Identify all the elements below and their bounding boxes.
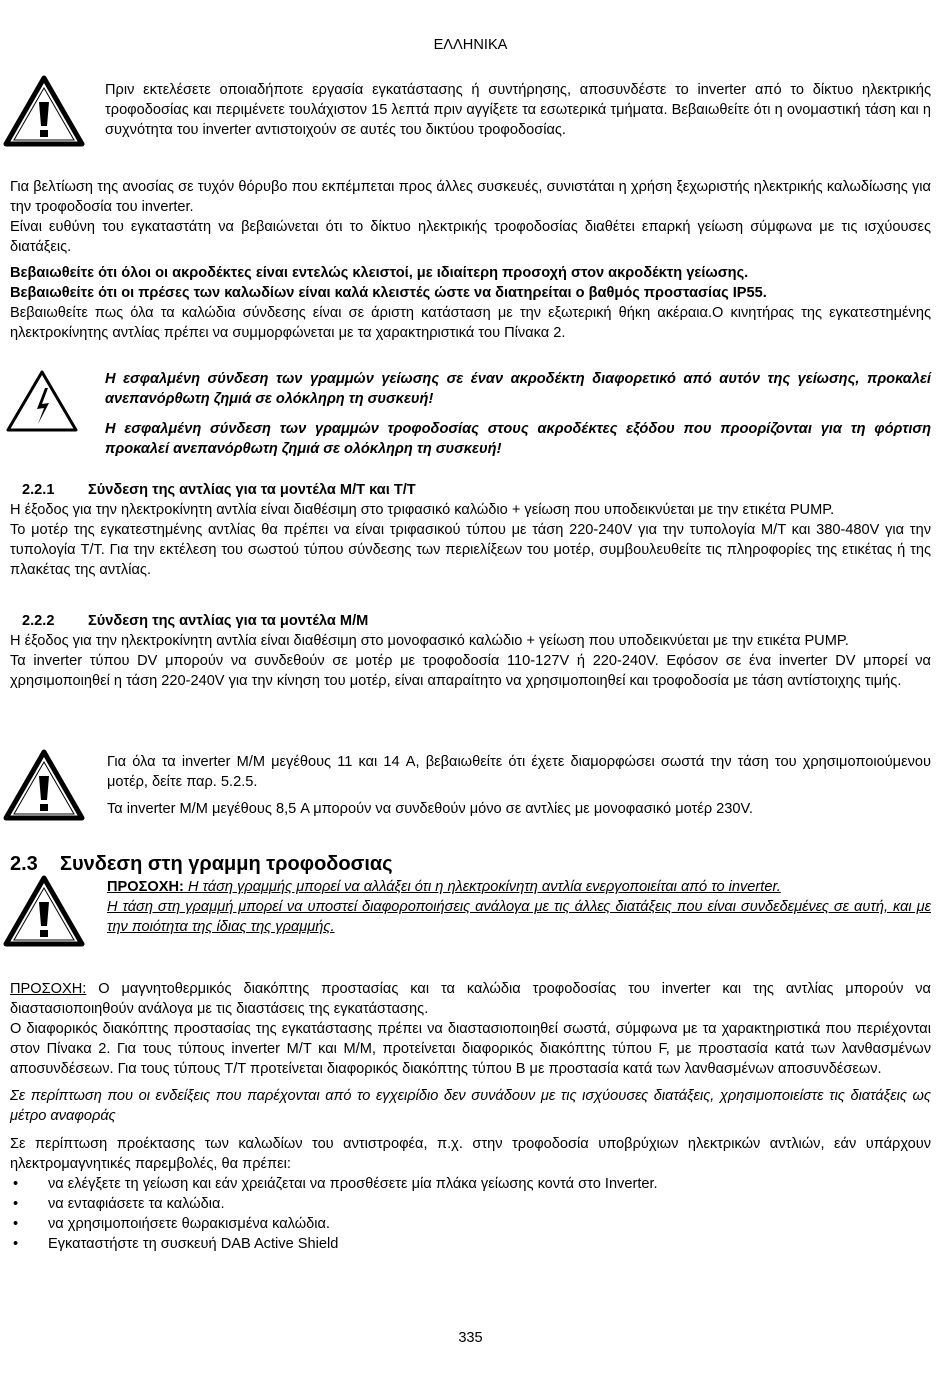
warning-ground-lines-text: Η εσφαλμένη σύνδεση των γραμμών γείωσης σε έναν ακροδέκτη διαφορετικό από αυτόν της γείωσης, προκαλεί ανεπανόρθωτη ζημιά σε ολόκληρη τη συσκευή! (105, 371, 931, 407)
paragraph-regulations-note: Σε περίπτωση που οι ενδείξεις που παρέχονται από το εγχειρίδιο δεν συνάδουν με τις ισχύουσες διατάξεις, χρησιμοποιείστε τις διατάξεις ως μέτρο αναφοράς (10, 1088, 931, 1124)
list-item: • Εγκαταστήστε τη συσκευή DAB Active Shield (13, 1236, 339, 1252)
section-title: Σύνδεση της αντλίας για τα μοντέλα M/T και T/T (88, 482, 416, 498)
recommendations-list (10, 1174, 931, 1254)
list-item: • να ελέγξετε τη γείωση και εάν χρειάζεται να προσθέσετε μία πλάκα γείωσης κοντά στο Inverter. (13, 1176, 658, 1192)
list-item: • να χρησιμοποιήσετε θωρακισμένα καλώδια. (13, 1216, 330, 1232)
warning-line-voltage-change (107, 877, 931, 897)
bullet-icon: • (13, 1216, 19, 1232)
electric-hazard-icon (4, 368, 80, 434)
section-title: Συνδεση στη γραμμη τροφοδοσιας (60, 853, 393, 875)
list-item: • να ενταφιάσετε τα καλώδια. (13, 1196, 225, 1212)
paragraph-grounding-responsibility: Είναι ευθύνη του εγκαταστάτη να βεβαιώνεται ότι το δίκτυο ηλεκτρικής τροφοδοσίας διαθέτει επαρκή γείωση σύμφωνα με τις ισχύουσες διατάξεις. (10, 219, 931, 255)
warning-label: ΠΡΟΣΟΧΗ: (107, 879, 184, 895)
page-header-language: ΕΛΛΗΝΙΚΑ (433, 37, 508, 53)
section-2-3-heading (10, 852, 931, 876)
warning-power-lines-text: Η εσφαλμένη σύνδεση των γραμμών τροφοδοσίας στους ακροδέκτες εξόδου που προορίζονται για τη φόρτιση προκαλεί ανεπανόρθωτη ζημιά σε ολόκληρη τη συσκευή! (105, 421, 931, 457)
paragraph-mt-tt-output: Η έξοδος για την ηλεκτροκίνητη αντλία είναι διαθέσιμη στο τριφασικό καλώδιο + γείωση που υποδεικνύεται με την ετικέτα PUMP. (10, 502, 835, 518)
bullet-icon: • (13, 1236, 19, 1252)
paragraph-mm-output: Η έξοδος για την ηλεκτροκίνητη αντλία είναι διαθέσιμη στο μονοφασικό καλώδιο + γείωση που υποδεικνύεται με την ετικέτα PUMP. (10, 633, 849, 649)
paragraph-mt-tt-motor: Το μοτέρ της εγκατεστημένης αντλίας θα πρέπει να είναι τριφασικού τύπου με τάση 220-240V για την τυπολογία M/T και 380-480V για την τυπολογία T/T. Για την εκτέλεση του σωστού τύπου σύνδεσης των περιελίξεων του μοτέρ, συμβουλευθείτε τις πληροφορίες της ετικέτας ή της πλακέτας της αντλίας. (10, 522, 931, 578)
paragraph-breaker-cables-text: Ο μαγνητοθερμικός διακόπτης προστασίας και τα καλώδια τροφοδοσίας του inverter και της αντλίας μπορούν να διαστασιοποιηθούν ανάλογα με τις διαστάσεις της εγκατάστασης. (10, 981, 931, 1017)
warning-line-variation-text: Η τάση στη γραμμή μπορεί να υποστεί διαφοροποιήσεις ανάλογα με τις άλλες διατάξεις που είναι συνδεδεμένες σε αυτή, και με την ποιότητα της ίδιας της γραμμής. (107, 899, 931, 935)
warning-triangle-icon (2, 74, 86, 148)
paragraph-differential-switch: Ο διαφορικός διακόπτης προστασίας της εγκατάστασης πρέπει να διαστασιοποιηθεί σωστά, σύμφωνα με τα χαρακτηριστικά που περιέχονται στον Πίνακα 2. Για τους τύπους inverter M/T και M/M, προτείνεται διαφορικός διακόπτης τύπου F, με προστασία κατά των λανθασμένων αποσυνδέσεων. Για τους τύπους T/T προτείνεται διαφορικός διακόπτης τύπου B με προστασία κατά των λανθασμένων αποσυνδέσεων. (10, 1021, 931, 1077)
warning-disconnect-text: Πριν εκτελέσετε οποιαδήποτε εργασία εγκατάστασης ή συντήρησης, αποσυνδέστε το inverter από το δίκτυο ηλεκτρικής τροφοδοσίας και περιμένετε τουλάχιστον 15 λεπτά πριν αγγίξετε τα εσωτερικά τμήματα. Βεβαιωθείτε ότι η ονομαστική τάση και η συχνότητα του inverter αντιστοιχούν σε αυτές του δικτύου τροφοδοσίας. (105, 82, 931, 138)
section-2-2-1-heading (10, 480, 931, 500)
paragraph-cables-condition: Βεβαιωθείτε πως όλα τα καλώδια σύνδεσης είναι σε άριστη κατάσταση με την εξωτερική θήκη ακέραια.Ο κινητήρας της εγκατεστημένης ηλεκτροκίνητης αντλίας πρέπει να συμμορφώνεται με τα χαρακτηριστικά του Πίνακα 2. (10, 305, 931, 341)
page-number: 335 (458, 1330, 483, 1346)
warning-triangle-icon (2, 748, 86, 822)
section-number: 2.3 (10, 853, 38, 875)
manual-page (10, 0, 931, 1387)
warning-triangle-icon (2, 874, 86, 948)
warning-line-voltage-text: Η τάση γραμμής μπορεί να αλλάξει ότι η ηλεκτροκίνητη αντλία ενεργοποιείται από το inverter. (187, 879, 781, 895)
paragraph-breaker-cables (10, 979, 931, 1019)
warning-mm-8-5a-text: Τα inverter M/M μεγέθους 8,5 A μπορούν να συνδεθούν μόνο σε αντλίες με μονοφασικό μοτέρ 230V. (107, 801, 753, 817)
section-title: Σύνδεση της αντλίας για τα μοντέλα M/M (88, 613, 369, 629)
caution-label: ΠΡΟΣΟΧΗ: (10, 981, 87, 997)
bullet-icon: • (13, 1196, 19, 1212)
paragraph-immunity: Για βελτίωση της ανοσίας σε τυχόν θόρυβο που εκπέμπεται προς άλλες συσκευές, συνιστάται η χρήση ξεχωριστής ηλεκτρικής καλωδίωσης για την τροφοδοσία του inverter. (10, 179, 931, 215)
section-2-2-2-heading (10, 611, 931, 631)
paragraph-terminals-closed: Βεβαιωθείτε ότι όλοι οι ακροδέκτες είναι εντελώς κλειστοί, με ιδιαίτερη προσοχή στον ακροδέκτη γείωσης. (10, 265, 749, 281)
paragraph-cable-extension: Σε περίπτωση προέκτασης των καλωδίων του αντιστροφέα, π.χ. στην τροφοδοσία υποβρύχιων ηλεκτρικών αντλιών, εάν υπάρχουν ηλεκτρομαγνητικές παρεμβολές, θα πρέπει: (10, 1136, 931, 1172)
bullet-icon: • (13, 1176, 19, 1192)
section-number: 2.2.2 (22, 613, 55, 629)
section-number: 2.2.1 (22, 482, 55, 498)
paragraph-cable-glands: Βεβαιωθείτε ότι οι πρέσες των καλωδίων είναι καλά κλειστές ώστε να διατηρείται ο βαθμός προστασίας IP55. (10, 285, 767, 301)
paragraph-dv-inverters: Τα inverter τύπου DV μπορούν να συνδεθούν σε μοτέρ με τροφοδοσία 110-127V ή 220-240V. Εφόσον σε ένα inverter DV μπορεί να χρησιμοποιηθεί η τάση 220-240V για την κίνηση του μοτέρ, είναι απαραίτητο να χρησιμοποιηθεί και τροφοδοσία με τάση αντίστοιχης τιμής. (10, 653, 931, 689)
warning-mm-11-14a-text: Για όλα τα inverter M/M μεγέθους 11 και 14 A, βεβαιωθείτε ότι έχετε διαμορφώσει σωστά την τάση του χρησιμοποιούμενου μοτέρ, δείτε παρ. 5.2.5. (107, 754, 931, 790)
